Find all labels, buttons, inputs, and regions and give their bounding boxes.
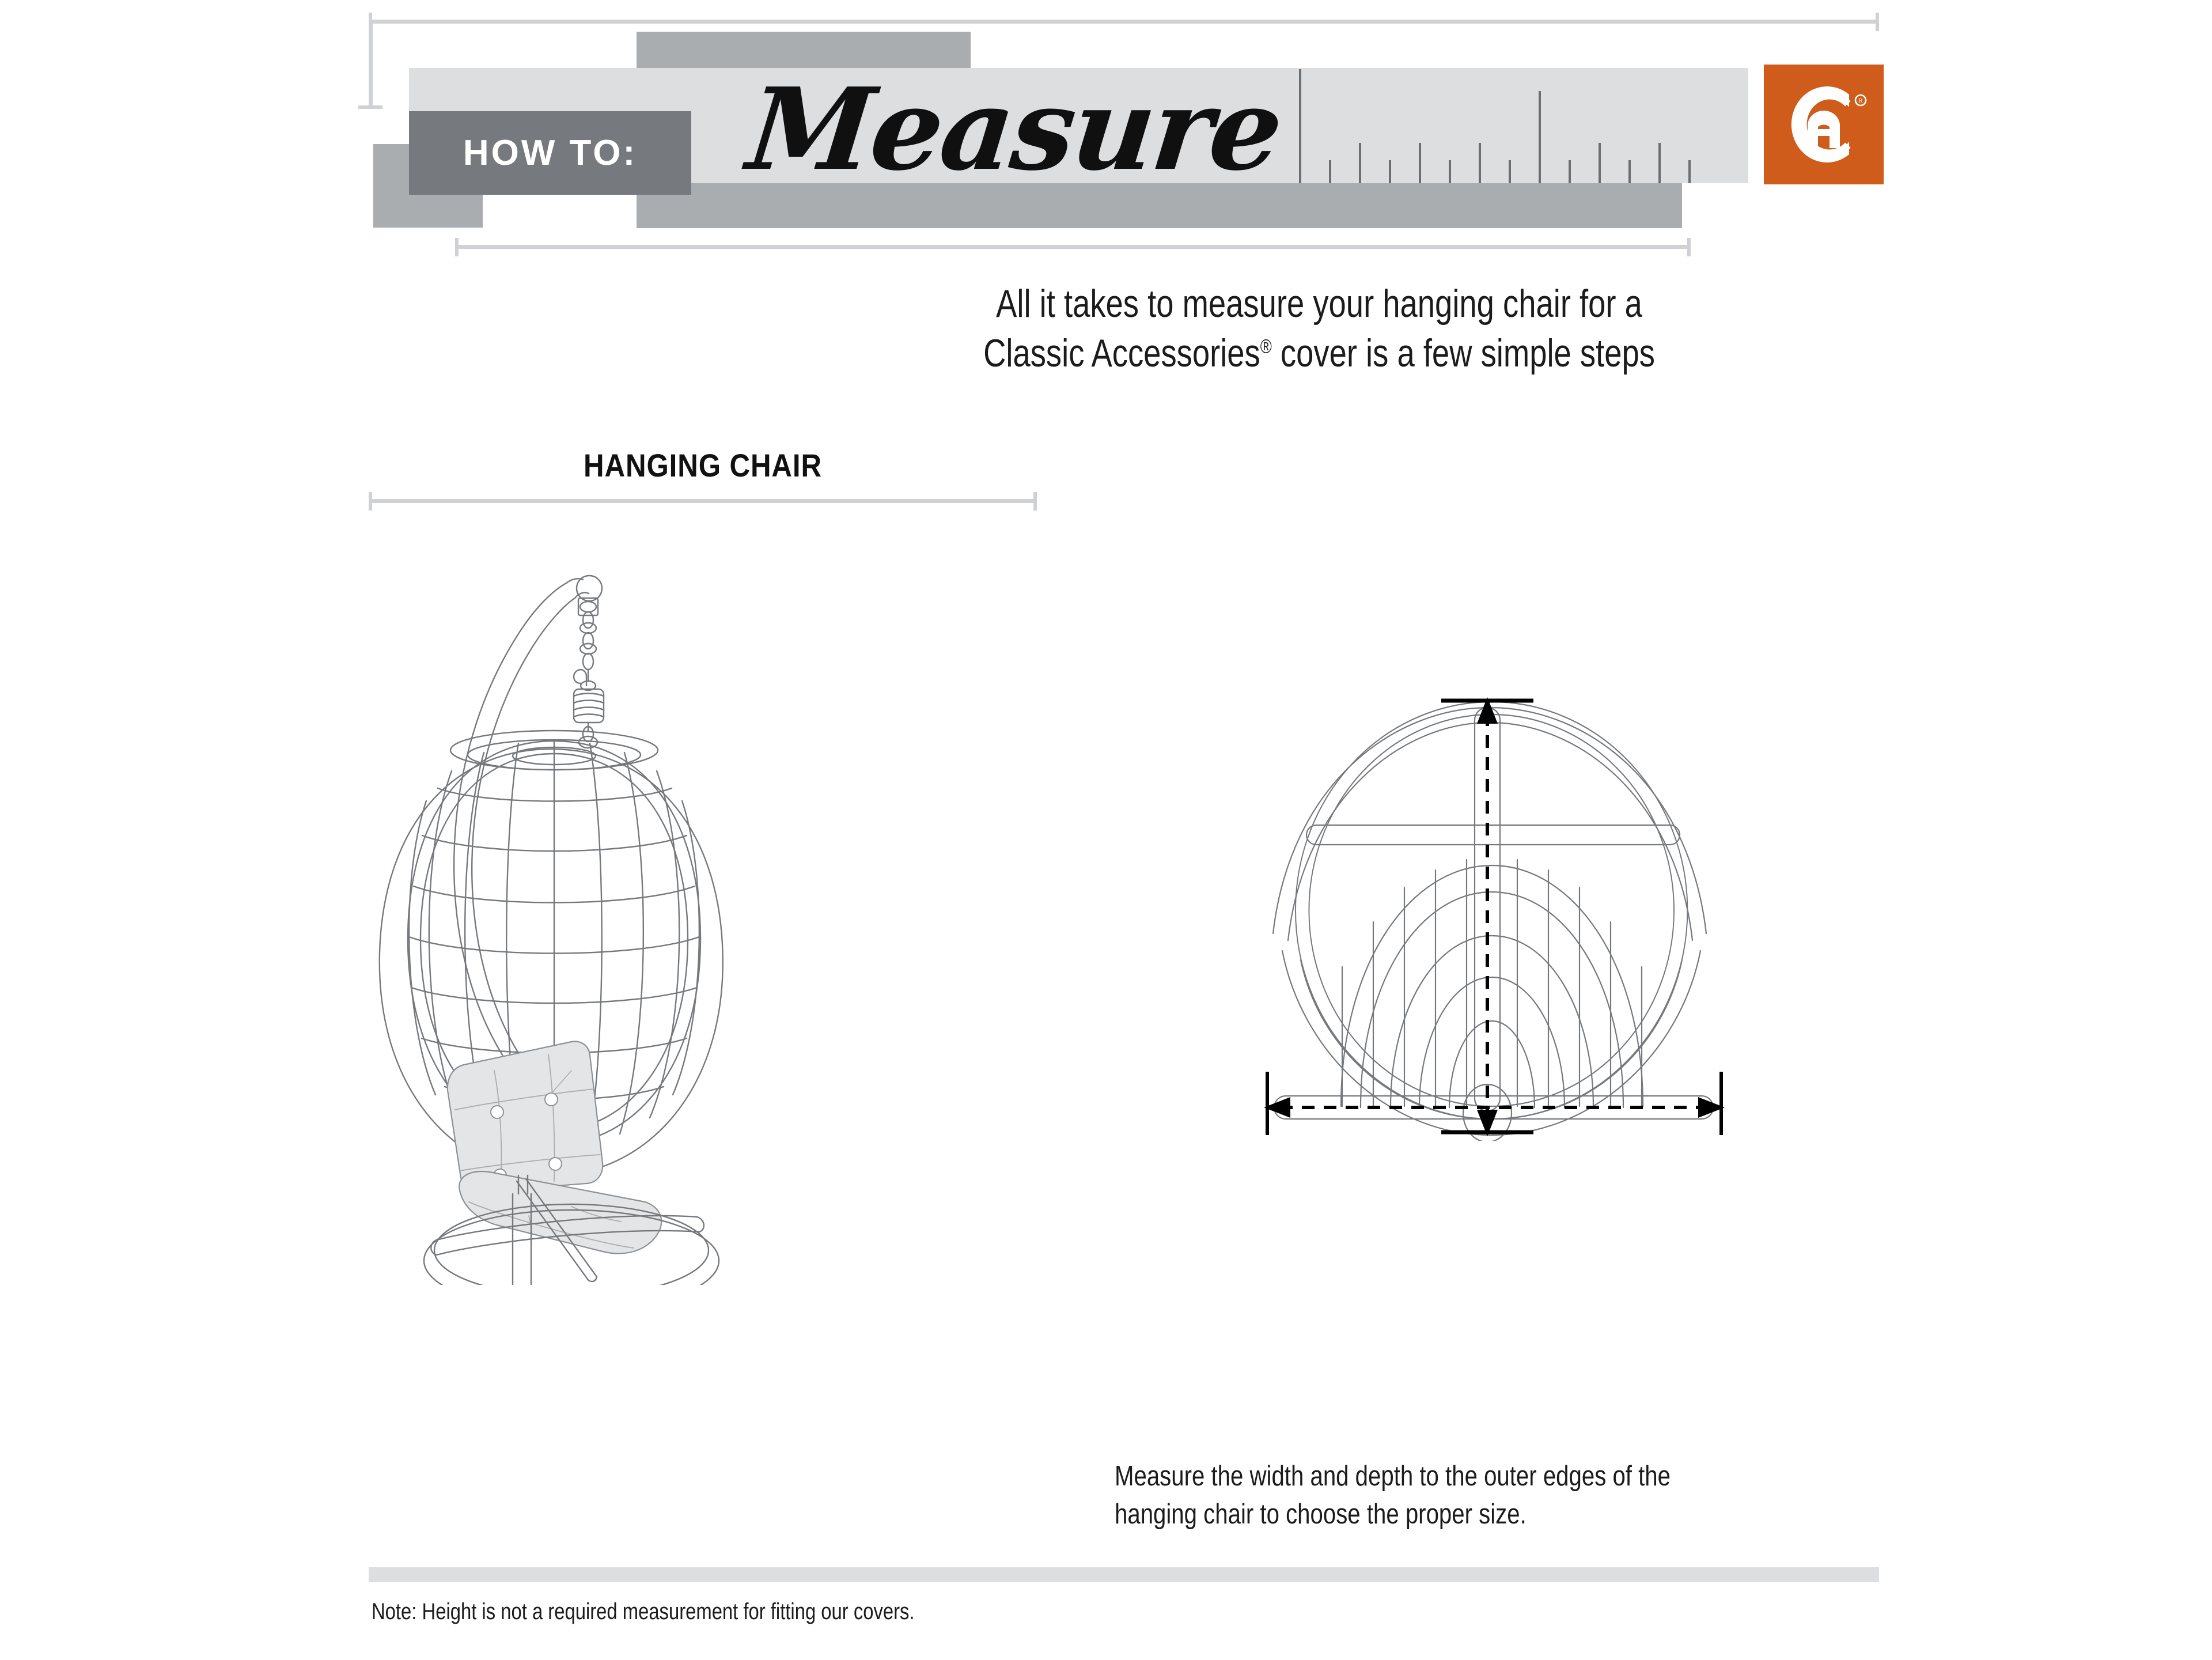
subtitle-line-2-rest: cover is a few simple steps [1271, 331, 1655, 375]
section-dimension-cap-left [369, 492, 372, 511]
hanging-chair-front-view [346, 513, 760, 1285]
classic-accessories-logo-icon [1764, 65, 1884, 184]
header-bottom-dimension-cap-right [1687, 238, 1691, 256]
subtitle-line-2 [872, 329, 1766, 379]
caption-line-1: Measure the width and depth to the outer edges of the [1115, 1461, 1671, 1492]
caption-line-2: hanging chair to choose the proper size. [1115, 1498, 1527, 1530]
section-dimension-cap-right [1033, 492, 1037, 511]
width-dimension-arrow [1264, 1072, 1725, 1135]
section-dimension-line [369, 499, 1037, 503]
intro-subtitle [872, 279, 1766, 378]
section-title: HANGING CHAIR [584, 447, 822, 483]
header-kicker-label: HOW TO: [463, 133, 638, 173]
footer-note: Note: Height is not a required measurement for fitting our covers. [372, 1599, 915, 1624]
registered-mark-icon: ® [1260, 335, 1272, 358]
svg-text:R: R [1858, 97, 1863, 104]
measure-instruction-caption [1115, 1458, 1743, 1533]
header-top-dimension-cap-right [1876, 13, 1879, 31]
page-title: Measure [741, 63, 1287, 196]
subtitle-brand: Classic Accessories [983, 331, 1260, 375]
footer-divider [369, 1567, 1879, 1582]
header-top-dimension-line [369, 20, 1879, 24]
header-bottom-dimension-cap-left [455, 238, 459, 256]
hanging-chair-top-view [1238, 680, 1757, 1141]
depth-dimension-arrow [1441, 697, 1533, 1136]
header-left-dimension-cap-bottom [358, 105, 382, 109]
header-left-dimension-line [369, 20, 373, 109]
subtitle-line-1: All it takes to measure your hanging chair for a [996, 282, 1642, 326]
header-bottom-dimension-line [455, 245, 1691, 249]
